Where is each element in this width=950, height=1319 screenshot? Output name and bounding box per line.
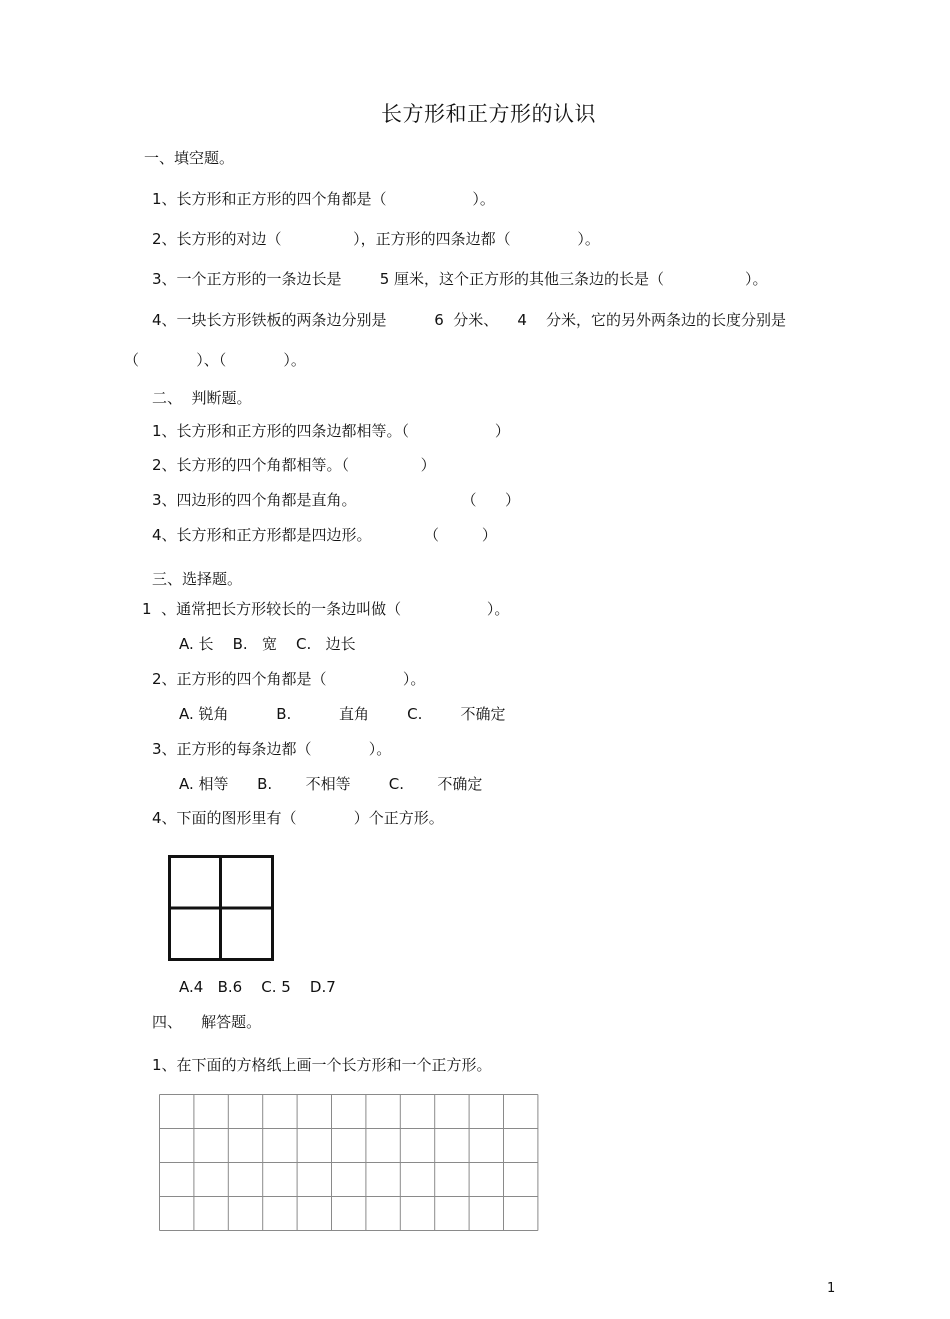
choice-question-1-options: A. 长 B. 宽 C. 边长 — [179, 635, 356, 653]
page-title: 长方形和正方形的认识 — [381, 102, 596, 126]
section-judge-heading: 二、 判断题。 — [152, 389, 252, 407]
choice-question-2: 2、正方形的四个角都是（ ）。 — [152, 670, 426, 688]
fill-question-2: 2、长方形的对边（ ），正方形的四条边都（ ）。 — [152, 230, 600, 248]
fill-question-1: 1、长方形和正方形的四个角都是（ ）。 — [152, 190, 495, 208]
choice-question-2-options: A. 锐角 B. 直角 C. 不确定 — [179, 705, 506, 723]
fill-question-3: 3、一个正方形的一条边长是 5 厘米，这个正方形的其他三条边的长是（ ）。 — [152, 270, 768, 288]
fill-question-4-line-1: 4、一块长方形铁板的两条边分别是 6 分米、 4 分米，它的另外两条边的长度分别是 — [152, 311, 786, 329]
judge-question-3: 3、四边形的四个角都是直角。 （ ） — [152, 491, 521, 509]
solve-question-1: 1、在下面的方格纸上画一个长方形和一个正方形。 — [152, 1056, 492, 1074]
choice-question-1: 1 、通常把长方形较长的一条边叫做（ ）。 — [142, 600, 510, 618]
section-solve-heading: 四、 解答题。 — [152, 1013, 262, 1031]
choice-question-3-options: A. 相等 B. 不相等 C. 不确定 — [179, 775, 483, 793]
page-number: 1 — [827, 1281, 836, 1296]
section-fill-heading: 一、填空题。 — [144, 149, 235, 167]
section-choice-heading: 三、选择题。 — [152, 570, 243, 588]
choice-question-3: 3、正方形的每条边都（ ）。 — [152, 740, 392, 758]
judge-question-2: 2、长方形的四个角都相等。（ ） — [152, 456, 436, 474]
grid-paper — [159, 1094, 539, 1233]
judge-question-1: 1、长方形和正方形的四条边都相等。（ ） — [152, 422, 510, 440]
judge-question-4: 4、长方形和正方形都是四边形。 （ ） — [152, 526, 497, 544]
squares-figure — [168, 855, 274, 961]
choice-question-4: 4、下面的图形里有（ ）个正方形。 — [152, 809, 444, 827]
fill-question-4-line-2: （ ）、（ ）。 — [124, 351, 306, 369]
choice-question-4-options: A.4 B.6 C. 5 D.7 — [179, 978, 336, 996]
